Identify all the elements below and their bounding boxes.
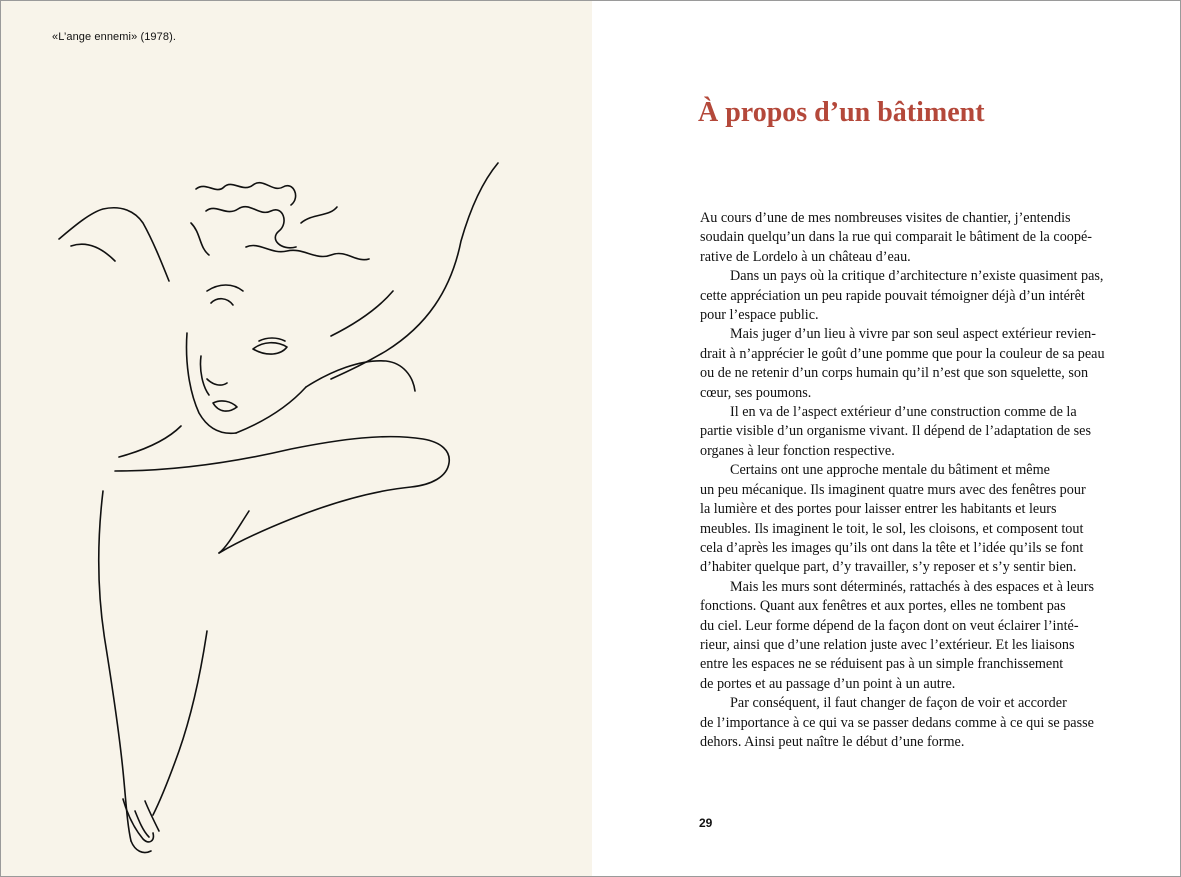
illustration-caption: «L’ange ennemi» (1978). xyxy=(52,31,177,43)
text-line: du ciel. Leur forme dépend de la façon dont on veut éclairer l’inté- xyxy=(700,617,1079,634)
text-line: entre les espaces ne se réduisent pas à un simple franchissement xyxy=(700,656,1064,673)
body-text xyxy=(700,209,1120,752)
text-line: Mais les murs sont déterminés, rattachés à des espaces et à leurs xyxy=(730,578,1095,595)
page-number: 29 xyxy=(699,816,713,830)
text-line: soudain quelqu’un dans la rue qui comparait le bâtiment de la coopé- xyxy=(700,229,1092,246)
paragraph xyxy=(700,209,1120,267)
text-line: fonctions. Quant aux fenêtres et aux portes, elles ne tombent pas xyxy=(700,598,1066,615)
right-page xyxy=(592,1,1180,876)
text-line: organes à leur fonction respective. xyxy=(700,442,895,459)
text-line: cœur, ses poumons. xyxy=(700,384,812,401)
paragraph xyxy=(700,461,1120,577)
paragraph xyxy=(700,267,1120,325)
text-line: Au cours d’une de mes nombreuses visites de chantier, j’entendis xyxy=(700,210,1071,226)
text-line: la lumière et des portes pour laisser entrer les habitants et leurs xyxy=(700,501,1057,518)
text-line: drait à n’apprécier le goût d’une pomme que pour la couleur de sa peau xyxy=(700,345,1105,362)
text-line: dehors. Ainsi peut naître le début d’une forme. xyxy=(700,733,965,750)
text-line: de l’importance à ce qui va se passer dedans comme à ce qui se passe xyxy=(700,714,1094,731)
text-line: ou de ne retenir d’un corps humain qu’il n’est que son squelette, son xyxy=(700,365,1089,382)
paragraph xyxy=(700,403,1120,461)
paragraph xyxy=(700,325,1120,403)
line-drawing-illustration xyxy=(31,151,511,871)
paragraph xyxy=(700,694,1120,752)
text-line: partie visible d’un organisme vivant. Il dépend de l’adaptation de ses xyxy=(700,423,1091,440)
text-line: Par conséquent, il faut changer de façon de voir et accorder xyxy=(730,695,1067,712)
text-line: cette appréciation un peu rapide pouvait témoigner déjà d’un intérêt xyxy=(700,287,1085,304)
text-line: meubles. Ils imaginent le toit, le sol, les cloisons, et composent tout xyxy=(700,520,1084,537)
text-line: d’habiter quelque part, d’y travailler, s’y reposer et s’y sentir bien. xyxy=(700,559,1077,576)
text-line: de portes et au passage d’un point à un autre. xyxy=(700,675,956,692)
text-line: un peu mécanique. Ils imaginent quatre murs avec des fenêtres pour xyxy=(700,481,1086,498)
chapter-title: À propos d’un bâtiment xyxy=(698,97,985,128)
text-line: rative de Lordelo à un château d’eau. xyxy=(700,248,911,265)
text-line: Certains ont une approche mentale du bâtiment et même xyxy=(730,462,1050,479)
text-line: cela d’après les images qu’ils ont dans la tête et l’idée qu’ils se font xyxy=(700,539,1084,556)
text-line: Mais juger d’un lieu à vivre par son seul aspect extérieur revien- xyxy=(730,326,1096,343)
text-line: Dans un pays où la critique d’architecture n’existe quasiment pas, xyxy=(730,268,1104,285)
paragraph xyxy=(700,578,1120,694)
text-line: pour l’espace public. xyxy=(700,307,819,324)
text-line: rieur, ainsi que d’une relation juste avec l’extérieur. Et les liaisons xyxy=(700,636,1075,653)
left-page xyxy=(1,1,592,876)
text-line: Il en va de l’aspect extérieur d’une construction comme de la xyxy=(730,404,1077,421)
